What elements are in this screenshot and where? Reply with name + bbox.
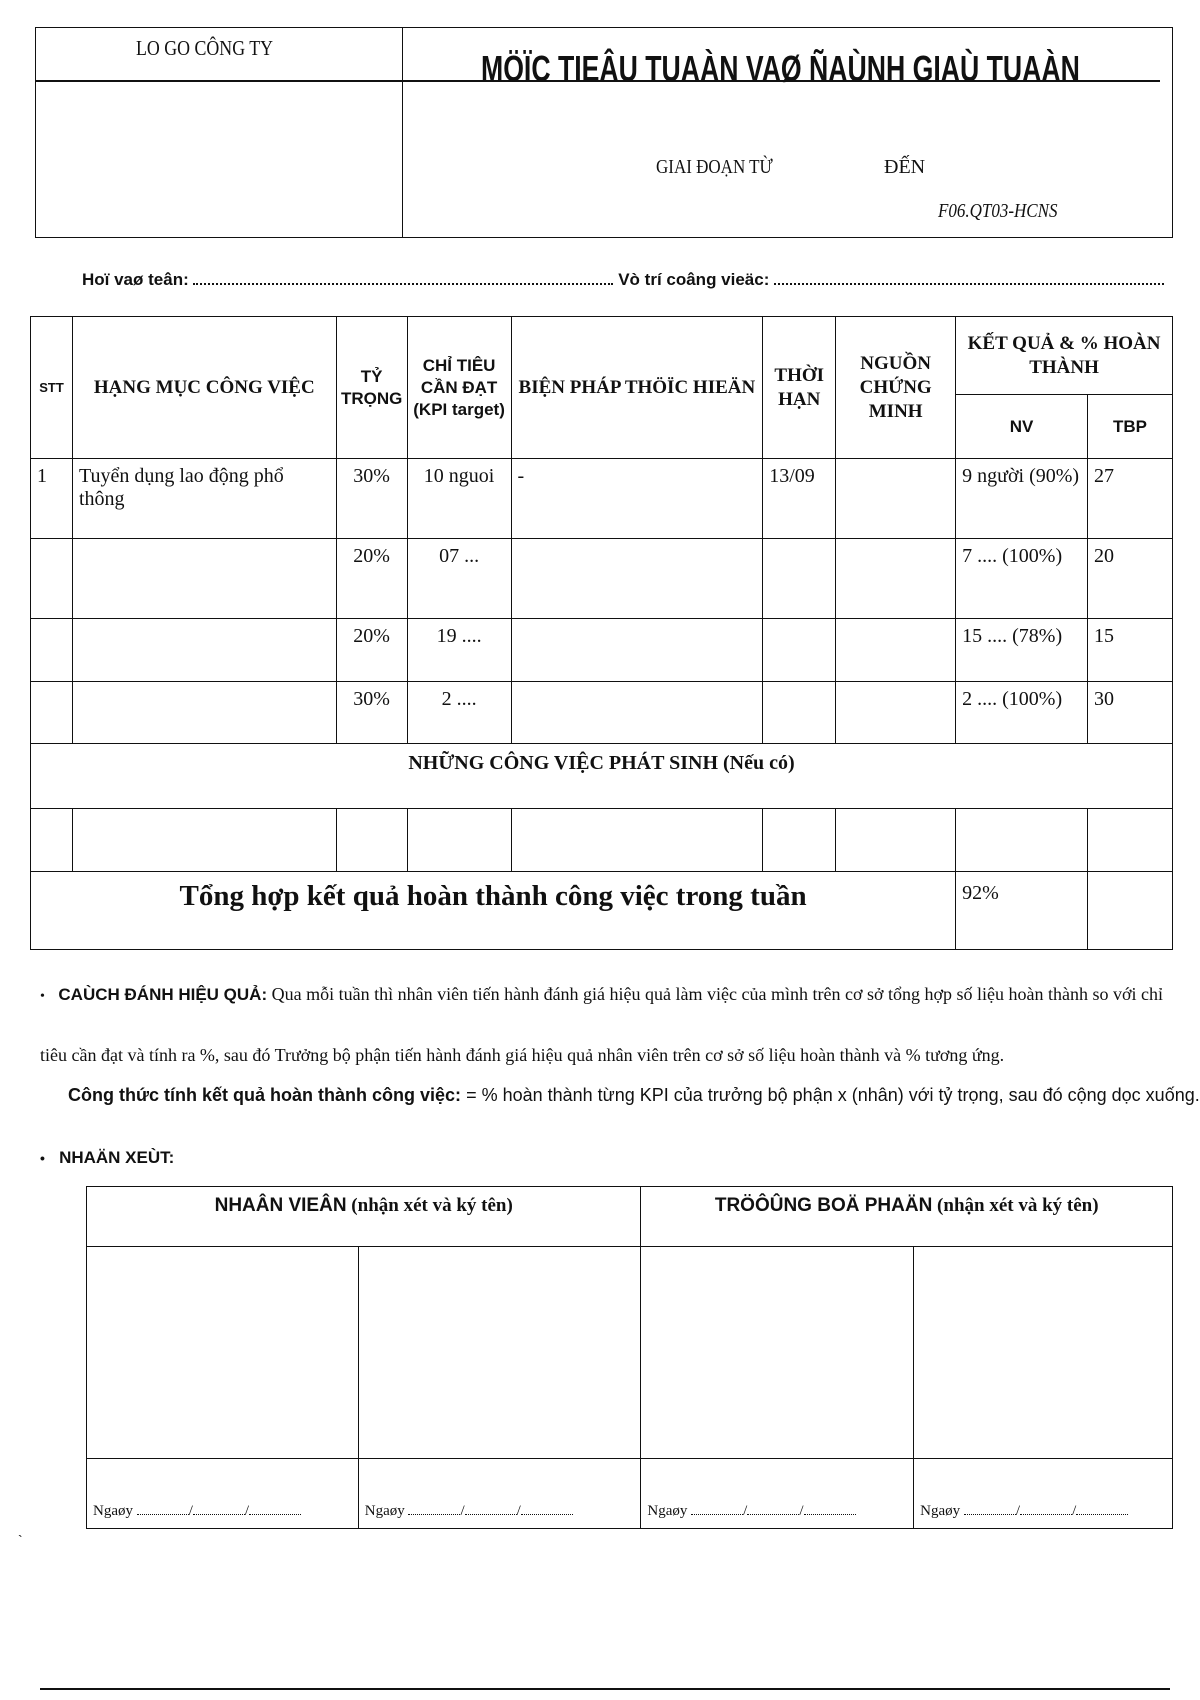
row-category: [72, 539, 336, 619]
date-label: Ngaøy: [93, 1503, 133, 1519]
position-label: Vò trí coâng vieäc:: [618, 270, 770, 289]
header-tbp: TBP: [1088, 395, 1173, 459]
employee-head-label: NHAÂN VIEÂN: [214, 1195, 347, 1216]
row-tbp: 20: [1088, 539, 1173, 619]
row-target: 19 ....: [407, 619, 511, 682]
review-heading: [40, 1148, 174, 1168]
employee-comment-box[interactable]: [87, 1247, 359, 1459]
header-evidence: NGUỒN CHỨNG MINH: [836, 317, 956, 459]
manager-sign-heading: [641, 1187, 1173, 1247]
formula-label: Công thức tính kết quả hoàn thành công việc:: [68, 1085, 462, 1105]
row-weight: 20%: [336, 539, 407, 619]
signature-table: [86, 1186, 1173, 1529]
table-row: [31, 539, 1173, 619]
row-nv: 2 .... (100%): [956, 682, 1088, 744]
row-deadline: 13/09: [763, 459, 836, 539]
employee-info-line: [82, 270, 1172, 290]
row-method: [511, 619, 763, 682]
row-evidence: [836, 619, 956, 682]
row-deadline: [763, 539, 836, 619]
row-target: 2 ....: [407, 682, 511, 744]
row-category: [72, 619, 336, 682]
review-label: NHAÄN XEÙT:: [59, 1148, 175, 1167]
method-text: Qua mỗi tuần thì nhân viên tiến hành đánh giá hiệu quả làm việc của mình trên cơ sở tổng hợp số liệu hoàn thành so với chỉ tiêu cần đạt và tính ra %, sau đó Trưởng bộ phận tiến hành đánh giá hiệu quả nhân viên trên cơ sở số liệu hoàn thành và % tương ứng.: [40, 984, 1164, 1065]
date-field[interactable]: Ngaøy / /: [358, 1459, 641, 1529]
employee-signature-box[interactable]: [358, 1247, 641, 1459]
manager-signature-box[interactable]: [914, 1247, 1173, 1459]
header-target: [407, 317, 511, 459]
logo-placeholder: LO GO CÔNG TY: [136, 36, 274, 60]
row-stt: 1: [31, 459, 73, 539]
table-row: [31, 459, 1173, 539]
position-field[interactable]: [774, 271, 1164, 285]
table-row: [31, 619, 1173, 682]
kpi-table: [30, 316, 1173, 950]
date-field[interactable]: Ngaøy / /: [87, 1459, 359, 1529]
row-tbp: 30: [1088, 682, 1173, 744]
bullet-icon: •: [40, 989, 45, 1004]
header-deadline: THỜI HẠN: [763, 317, 836, 459]
header-divider: [402, 28, 403, 237]
row-evidence: [836, 459, 956, 539]
row-target: 07 ...: [407, 539, 511, 619]
row-evidence: [836, 682, 956, 744]
period-to-label: ĐẾN: [884, 156, 926, 178]
document-title: MÖÏC TIEÂU TUAÀN VAØ ÑAÙNH GIAÙ TUAÀN: [481, 48, 1080, 89]
row-method: [511, 539, 763, 619]
summary-value: 92%: [956, 872, 1088, 950]
row-weight: 30%: [336, 459, 407, 539]
header-category: HẠNG MỤC CÔNG VIỆC: [72, 317, 336, 459]
row-nv: 15 .... (78%): [956, 619, 1088, 682]
summary-label: Tổng hợp kết quả hoàn thành công việc trong tuần: [31, 872, 956, 950]
employee-head-suffix: (nhận xét và ký tên): [351, 1195, 513, 1216]
date-field[interactable]: Ngaøy / /: [914, 1459, 1173, 1529]
row-category: Tuyển dụng lao động phổ thông: [72, 459, 336, 539]
date-field[interactable]: Ngaøy / /: [641, 1459, 914, 1529]
evaluation-method-note: [40, 965, 1190, 1084]
header-stt: STT: [31, 317, 73, 459]
extra-task-row: [31, 809, 1173, 872]
extra-tasks-heading: NHỮNG CÔNG VIỆC PHÁT SINH (Nếu có): [31, 744, 1173, 809]
period-from-label: GIAI ĐOẠN TỪ: [656, 156, 773, 178]
row-category: [72, 682, 336, 744]
row-stt: [31, 539, 73, 619]
row-weight: 30%: [336, 682, 407, 744]
form-code: F06.QT03-HCNS: [938, 200, 1058, 222]
row-nv: 7 .... (100%): [956, 539, 1088, 619]
manager-comment-box[interactable]: [641, 1247, 914, 1459]
date-label: Ngaøy: [647, 1503, 688, 1519]
row-method: -: [511, 459, 763, 539]
header-result: KẾT QUẢ & % HOÀN THÀNH: [956, 317, 1173, 395]
header-target-sub: (KPI target): [413, 399, 505, 419]
row-evidence: [836, 539, 956, 619]
header-method: BIỆN PHÁP THÖÏC HIEÄN: [511, 317, 763, 459]
manager-head-label: TRÖÔÛNG BOÄ PHAÄN: [714, 1195, 933, 1216]
row-tbp: 27: [1088, 459, 1173, 539]
name-field[interactable]: [193, 271, 613, 285]
row-deadline: [763, 619, 836, 682]
footer-rule: [40, 1688, 1170, 1690]
name-label: Hoï vaø teân:: [82, 270, 189, 289]
row-deadline: [763, 682, 836, 744]
row-weight: 20%: [336, 619, 407, 682]
method-label: CAÙCH ĐÁNH HIỆU QUẢ:: [58, 985, 268, 1004]
header-target-label: CHỈ TIÊU CẦN ĐẠT: [420, 355, 498, 397]
table-row: [31, 682, 1173, 744]
manager-head-suffix: (nhận xét và ký tên): [937, 1195, 1099, 1216]
row-nv: 9 người (90%): [956, 459, 1088, 539]
row-method: [511, 682, 763, 744]
employee-sign-heading: [87, 1187, 641, 1247]
header-nv: NV: [956, 395, 1088, 459]
row-stt: [31, 682, 73, 744]
date-label: Ngaøy: [920, 1503, 961, 1519]
bullet-icon: •: [40, 1150, 45, 1166]
date-label: Ngaøy: [364, 1503, 405, 1519]
header-weight: TỶ TRỌNG: [336, 317, 407, 459]
formula-line: [68, 1085, 1200, 1106]
row-target: 10 nguoi: [407, 459, 511, 539]
header-box: [35, 27, 1173, 238]
row-tbp: 15: [1088, 619, 1173, 682]
row-stt: [31, 619, 73, 682]
stray-mark: `: [18, 1532, 23, 1548]
formula-text: = % hoàn thành từng KPI của trưởng bộ phận x (nhân) với tỷ trọng, sau đó cộng dọc xuống.: [466, 1085, 1200, 1105]
